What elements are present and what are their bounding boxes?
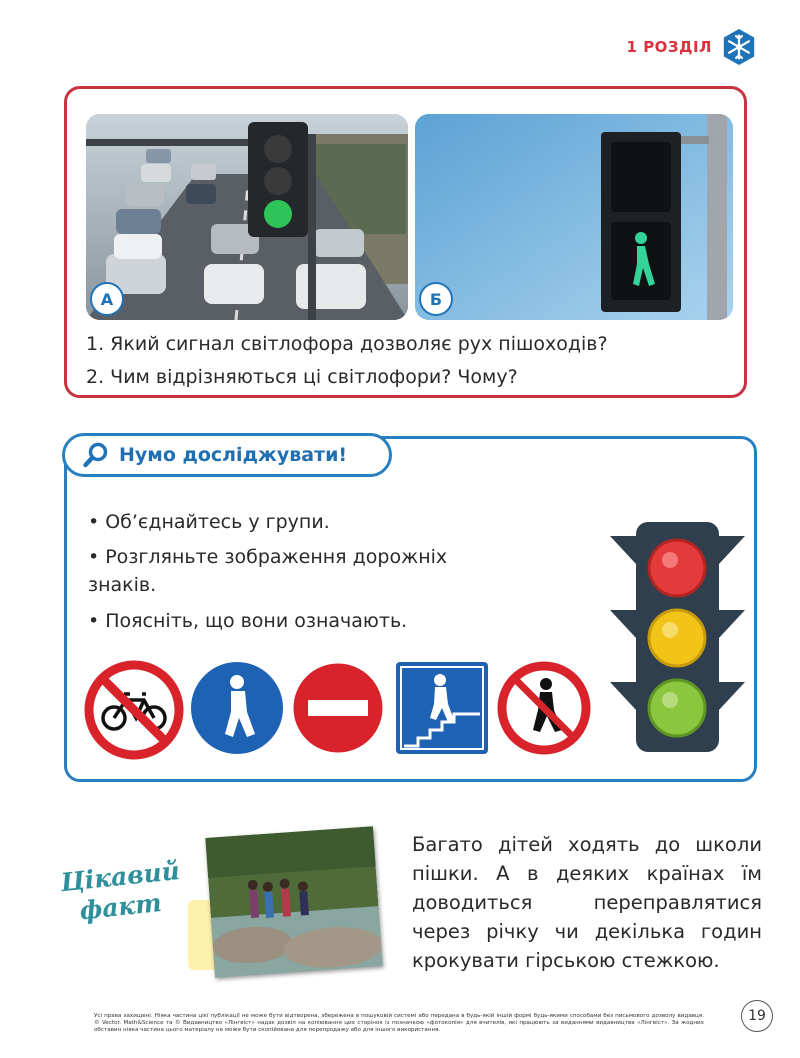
fact-title: Цікавий факт xyxy=(59,855,182,926)
chapter-header xyxy=(627,28,758,66)
bullet-2: • Розгляньте зображення дорожніх знаків. xyxy=(88,543,488,599)
fact-text: Багато дітей ходять до школи пішки. А в деяких країнах їм доводиться переправлятися через річку чи декілька годин крокувати гірською стежкою. xyxy=(412,833,762,972)
page-number: 19 xyxy=(741,1000,773,1032)
photo-tag-a: А xyxy=(90,282,124,316)
explore-title: Нумо досліджувати! xyxy=(119,444,348,466)
no-bicycles-sign-icon xyxy=(84,660,184,760)
underground-crossing-sign-icon xyxy=(394,660,490,756)
river-crossing-photo xyxy=(205,826,382,977)
snowflake-icon xyxy=(720,28,758,66)
magnifier-icon xyxy=(83,442,109,468)
photo-tag-b: Б xyxy=(419,282,453,316)
pedestrian-path-sign-icon xyxy=(189,660,285,756)
explore-header xyxy=(62,433,392,477)
question-2: 2. Чим відрізняються ці світлофори? Чому? xyxy=(86,366,518,388)
bullet-1: • Об’єднайтесь у групи. xyxy=(88,508,330,536)
question-1: 1. Який сигнал світлофора дозволяє рух пішоходів? xyxy=(86,333,608,355)
bullet-3: • Поясніть, що вони означають. xyxy=(88,607,407,635)
no-pedestrians-sign-icon xyxy=(496,660,592,756)
street-traffic-photo xyxy=(86,114,408,320)
chapter-label: 1 РОЗДІЛ xyxy=(626,38,712,56)
copyright-notice: Усі права захищені. Ніяка частина цієї публікації не може бути відтворена, збережена в пошуковій системі або передана в будь-якій іншій формі будь-якими способами без письмового дозволу видавця. © Vector. Math&Science та © Видавництво «Лінгвіст» надає дозвіл на копіювання цих сторінок із позначкою «фотокопія» для вчителів, які працюють за виданнями видавництва «Лінгвіст». За жодних обставин ніяка частина цього матеріалу не може бути скопійована для перепродажу або для іншого використання. xyxy=(94,1013,704,1033)
no-entry-sign-icon xyxy=(290,660,386,756)
pedestrian-light-photo xyxy=(415,114,733,320)
traffic-light-illustration xyxy=(610,520,745,755)
